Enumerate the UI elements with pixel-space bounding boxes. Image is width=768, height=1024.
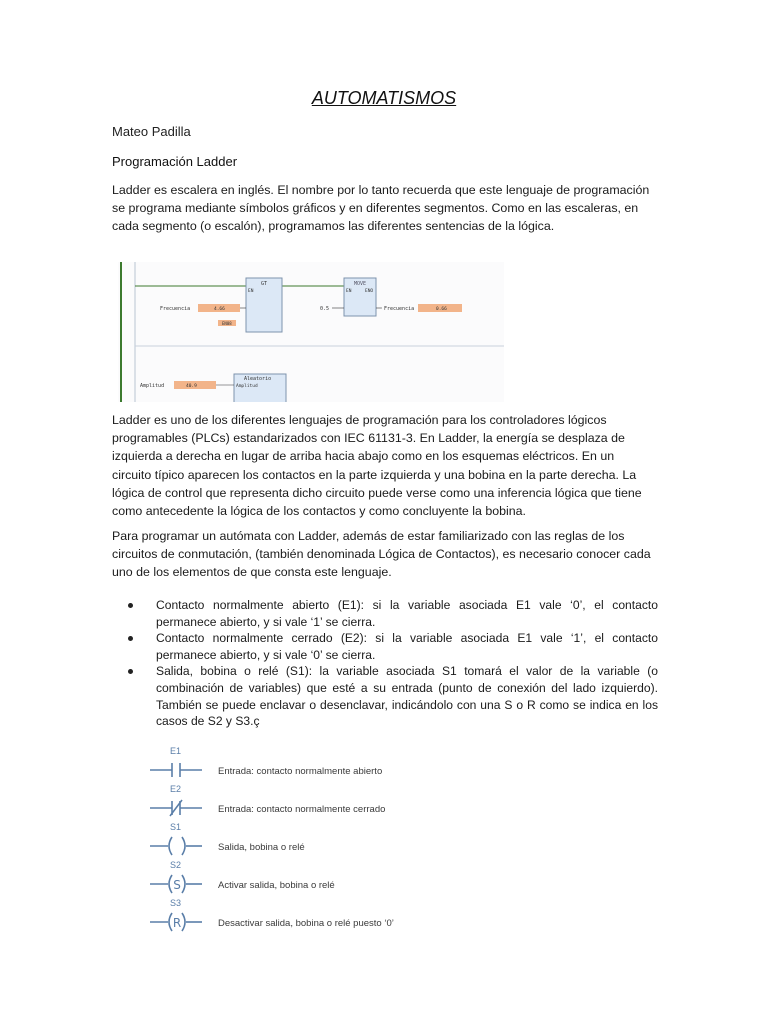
move-block-name: MOVE [354, 281, 367, 287]
section-heading: Programación Ladder [112, 154, 238, 169]
list-item-text: Salida, bobina o relé (S1): la variable asociada S1 tomará el valor de la variable (o combinación de variables) que esté a su entrada (punto de conexión del lado izquierdo). También se puede enclavar o desenclavar, indicándolo con una S o R como se indica en los casos de S2 y S3.ç [156, 664, 658, 729]
paragraph-ladder-plc: Ladder es uno de los diferentes lenguajes de programación para los controladores lógicos programables (PLCs) estandarizados con IEC 61131-3. En Ladder, la energía se desplaza de izquierda a derecha en lugar de arriba hacia abajo como en los esquemas eléctricos. En un circuito típico aparecen los contactos en la parte izquierda y una bobina en la parte derecha. La lógica de control que representa dicho circuito puede verse como una inferencia lógica que tiene como antecedente la lógica de los contactos y como concluyente la bobina. [112, 413, 642, 519]
symbol-description: Desactivar salida, bobina o relé puesto ‘0’ [218, 918, 394, 929]
ladder-symbols-legend [148, 742, 448, 932]
contact-no-icon [148, 756, 210, 782]
svg-text:S: S [173, 878, 181, 892]
ladder-diagram [118, 262, 504, 402]
gt-block-name: GT [261, 281, 268, 287]
symbol-tag: E1 [170, 746, 182, 756]
symbol-row-s2 [148, 860, 448, 894]
coil-icon [148, 832, 210, 858]
list-item-text: Contacto normalmente cerrado (E2): si la variable asociada E1 vale ‘1’, el contacto permanece abierto, y si vale ‘0’ se cierra. [156, 631, 658, 662]
compare-label: EN08 [222, 321, 232, 326]
bullet-icon [128, 669, 133, 674]
symbol-description: Salida, bobina o relé [218, 842, 305, 853]
input-amplitud-value: 40.9 [186, 384, 197, 389]
symbol-description: Entrada: contacto normalmente cerrado [218, 804, 386, 815]
element-list [128, 597, 658, 730]
author-name: Mateo Padilla [112, 124, 191, 139]
symbol-row-e2 [148, 784, 448, 818]
list-item [128, 630, 658, 663]
paragraph-programming: Para programar un autómata con Ladder, además de estar familiarizado con las reglas de los circuitos de conmutación, (también denominada Lógica de Contactos), es necesario conocer cada uno de los elementos de que consta este lenguaje. [112, 529, 651, 580]
symbol-tag: S1 [170, 822, 182, 832]
aleatorio-block-input: Amplitud [236, 384, 258, 389]
input-frecuencia-label: Frecuencia [160, 306, 191, 312]
svg-text:R: R [172, 916, 182, 930]
move-input-label: 0.5 [320, 306, 330, 312]
move-output-label: Frecuencia [384, 306, 415, 312]
gt-block-en: EN [248, 289, 254, 294]
contact-nc-icon [148, 794, 210, 820]
list-item [128, 663, 658, 729]
input-frecuencia-value: 4.66 [214, 307, 225, 312]
document-title: AUTOMATISMOS [311, 88, 457, 108]
list-item [128, 597, 658, 630]
aleatorio-block-name: Aleatorio [244, 376, 272, 382]
bullet-icon [128, 636, 133, 641]
paragraph-intro: Ladder es escalera en inglés. El nombre por lo tanto recuerda que este lenguaje de programación se programa mediante símbolos gráficos y en diferentes segmentos. Como en las escaleras, en cada segmento (o escalón), programamos las diferentes sentencias de la lógica. [112, 183, 650, 234]
symbol-tag: E2 [170, 784, 182, 794]
bullet-icon [128, 603, 133, 608]
symbol-row-s3 [148, 898, 448, 932]
symbol-tag: S2 [170, 860, 182, 870]
symbol-row-e1 [148, 746, 448, 780]
list-item-text: Contacto normalmente abierto (E1): si la variable asociada E1 vale ‘0’, el contacto permanece abierto, y si vale ‘1’ se cierra. [156, 598, 658, 629]
move-block-eno: ENO [365, 289, 374, 294]
input-amplitud-label: Amplitud [140, 383, 165, 389]
move-block-en: EN [346, 289, 352, 294]
symbol-row-s1 [148, 822, 448, 856]
coil-reset-icon [148, 908, 210, 934]
symbol-description: Activar salida, bobina o relé [218, 880, 335, 891]
symbol-tag: S3 [170, 898, 182, 908]
move-output-value: 0.66 [436, 307, 447, 312]
coil-set-icon [148, 870, 210, 896]
symbol-description: Entrada: contacto normalmente abierto [218, 766, 383, 777]
ladder-diagram-image [118, 262, 504, 402]
